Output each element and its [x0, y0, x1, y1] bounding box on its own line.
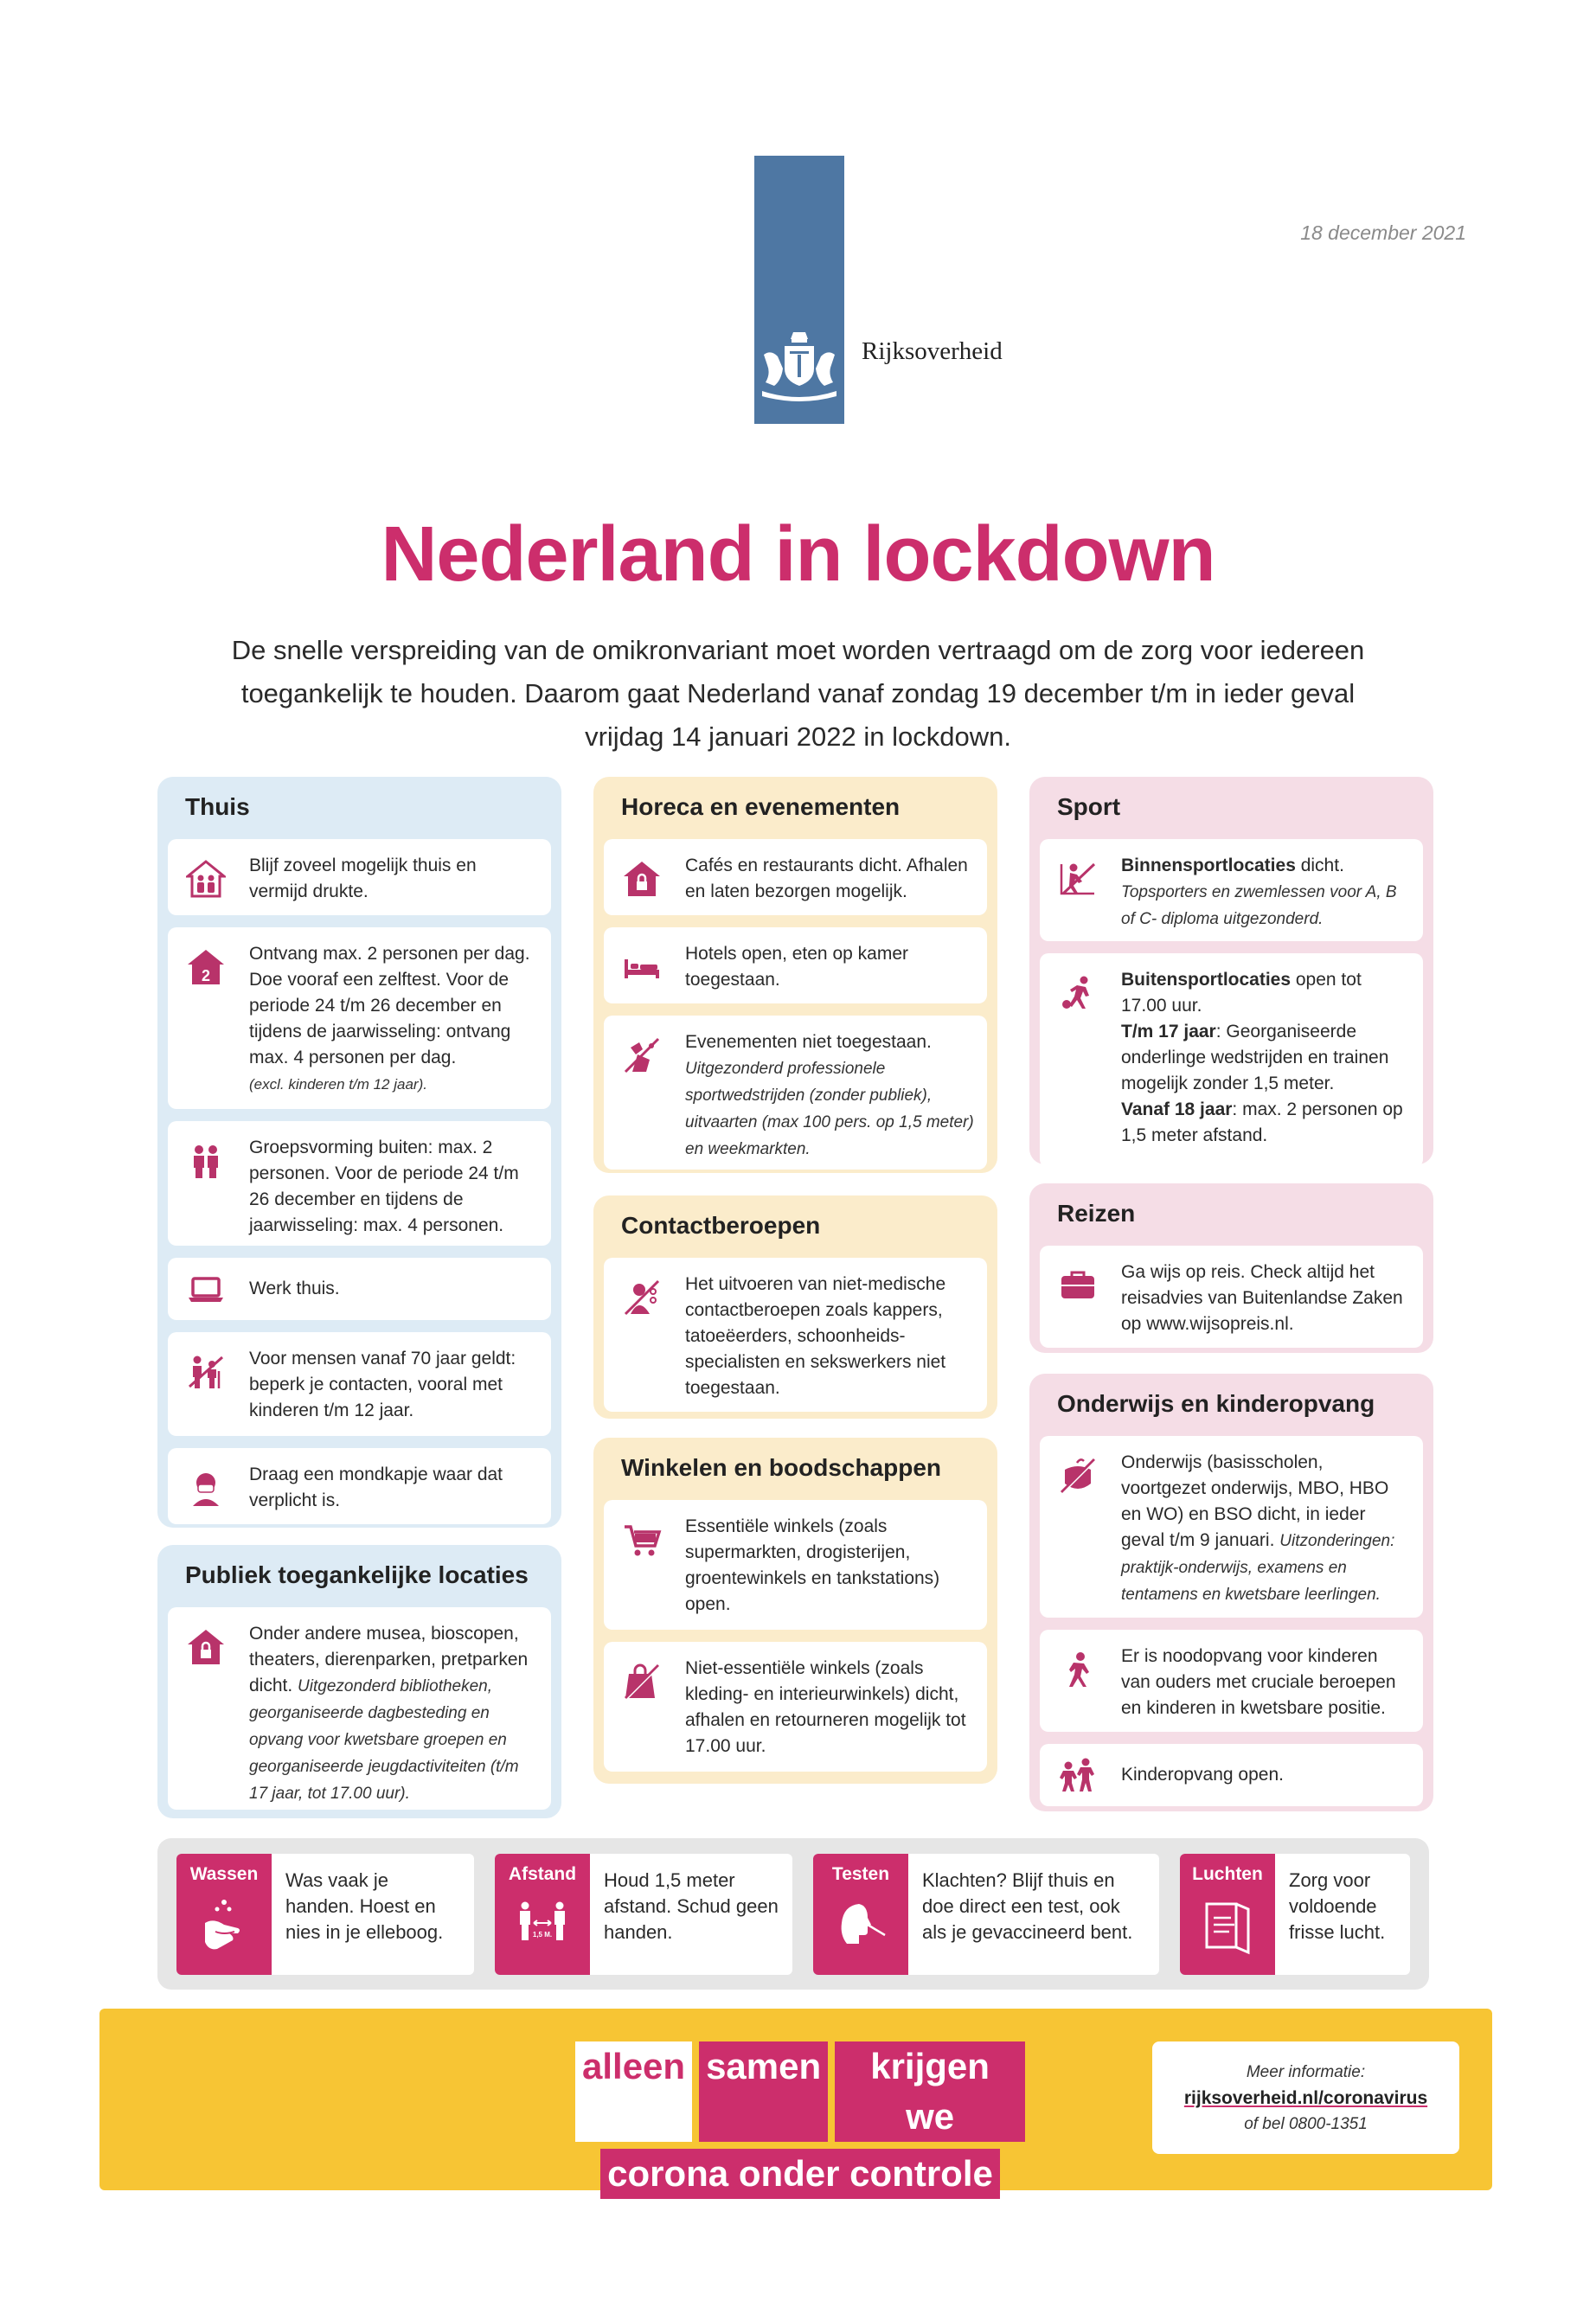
- no-hairdresser-icon: [616, 1272, 668, 1324]
- item-text: : Georganiseerde onderlinge wedstrijden en trainen mogelijk zonder 1,5 meter.: [1121, 1022, 1389, 1093]
- washing-hands-icon: [198, 1897, 250, 1958]
- item-text: Er is noodopvang voor kinderen van ouders met cruciale beroepen en kinderen in kwetsbare positie.: [1121, 1646, 1396, 1718]
- item-note: Uitgezonderd professionele sportwedstrijden (zonder publiek), uitvaarten (max 100 pers. op 1,5 meter) en weekmarkten.: [685, 1060, 974, 1158]
- slogan-word: samen: [699, 2041, 828, 2142]
- house-locked-icon: [616, 853, 668, 905]
- section-title: Sport: [1057, 793, 1121, 820]
- item-text: Het uitvoeren van niet-medische contactberoepen zoals kappers, tatoeëerders, schoonheids- specialisten en sekswerkers niet toegestaan.: [685, 1274, 946, 1398]
- list-item: [168, 839, 551, 915]
- item-text: Ga wijs op reis. Check altijd het reisadvies van Buitenlandse Zaken op www.wijsopreis.nl.: [1121, 1262, 1403, 1334]
- section-reizen: [1029, 1183, 1433, 1353]
- item-text: Onderwijs (basisscholen, voortgezet onderwijs, MBO, HBO en WO) en BSO dicht, in ieder geval t/m 9 januari.: [1121, 1452, 1389, 1550]
- no-contact-elderly-icon: [180, 1346, 232, 1398]
- suitcase-icon: [1052, 1259, 1104, 1311]
- item-text: Draag een mondkapje waar dat verplicht is.: [249, 1465, 503, 1510]
- list-item: [168, 1332, 551, 1436]
- hygiene-card-luchten: [1180, 1854, 1410, 1975]
- bed-icon: [616, 941, 668, 993]
- list-item: [168, 927, 551, 1109]
- child-running-icon: [1052, 1644, 1104, 1695]
- section-title: Winkelen en boodschappen: [621, 1454, 942, 1481]
- item-text: dicht.: [1295, 856, 1344, 875]
- section-horeca: [593, 777, 997, 1173]
- item-text: Blijf zoveel mogelijk thuis en vermijd drukte.: [249, 856, 477, 901]
- item-text: Niet-essentiële winkels (zoals kleding- en interieurwinkels) dicht, afhalen en retourneren mogelijk tot 17.00 uur.: [685, 1658, 966, 1756]
- section-winkelen: [593, 1438, 997, 1784]
- list-item: [1040, 1744, 1423, 1806]
- house-locked-icon: [180, 1621, 232, 1673]
- item-bold: Vanaf 18 jaar: [1121, 1099, 1233, 1119]
- info-link[interactable]: rijksoverheid.nl/coronavirus: [1183, 2088, 1428, 2108]
- section-onderwijs: [1029, 1374, 1433, 1811]
- section-title: Horeca en evenementen: [621, 793, 901, 820]
- item-note: (excl. kinderen t/m 12 jaar).: [249, 1076, 427, 1093]
- children-playing-icon: [1052, 1749, 1104, 1801]
- hygiene-text: Zorg voor voldoende frisse lucht.: [1289, 1869, 1386, 1943]
- slogan-word: krijgen we: [835, 2041, 1025, 2142]
- slogan-word: alleen: [575, 2041, 692, 2142]
- section-title: Reizen: [1057, 1200, 1136, 1227]
- list-item: [604, 1500, 987, 1630]
- hygiene-strip: [157, 1838, 1429, 1990]
- hygiene-tag: Testen: [831, 1864, 890, 1884]
- no-indoor-sport-icon: [1052, 853, 1104, 905]
- list-item: [1040, 839, 1423, 941]
- no-events-icon: [616, 1029, 668, 1081]
- intro-text: De snelle verspreiding van de omikronvariant moet worden vertraagd om de zorg voor iedereen toegankelijk te houden. Daarom gaat Nederland vanaf zondag 19 december t/m in ieder geval vrijdag 14 januari 2022 in lockdown.: [231, 635, 1365, 752]
- info-phone: of bel 0800-1351: [1244, 2115, 1368, 2133]
- item-text: Evenementen niet toegestaan.: [685, 1032, 932, 1052]
- hygiene-tag: Afstand: [508, 1864, 577, 1884]
- nose-test-icon: [835, 1897, 887, 1958]
- section-thuis: [157, 777, 561, 1528]
- list-item: [168, 1448, 551, 1524]
- outdoor-sport-icon: [1052, 967, 1104, 1019]
- section-title: Publiek toegankelijke locaties: [185, 1561, 529, 1588]
- list-item: [168, 1258, 551, 1320]
- hygiene-tag: Luchten: [1192, 1864, 1263, 1884]
- list-item: [604, 1016, 987, 1170]
- list-item: [1040, 1246, 1423, 1348]
- distance-icon: [516, 1897, 568, 1958]
- no-school-icon: [1052, 1450, 1104, 1502]
- section-title: Thuis: [185, 793, 250, 820]
- item-text: Ontvang max. 2 personen per dag. Doe vooraf een zelftest. Voor de periode 24 t/m 26 december en tijdens de jaarwisseling: ontvang max. 4 personen per dag.: [249, 944, 530, 1067]
- hygiene-card-wassen: [176, 1854, 474, 1975]
- hygiene-card-testen: [813, 1854, 1159, 1975]
- hygiene-card-afstand: [495, 1854, 792, 1975]
- list-item: [168, 1121, 551, 1246]
- page-title: Nederland in lockdown: [381, 511, 1215, 598]
- item-note: Uitzonderingen: praktijk-onderwijs, examens en tentamens en kwetsbare leerlingen.: [1121, 1532, 1395, 1604]
- crest-icon: [759, 329, 840, 401]
- two-people-icon: [180, 1135, 232, 1187]
- section-publiek: [157, 1545, 561, 1818]
- no-shopping-bag-icon: [616, 1656, 668, 1708]
- item-note: Uitgezonderd bibliotheken, georganiseerde dagbesteding en opvang voor kwetsbare groepen en georganiseerde jeugdactiviteiten (t/m 17 jaar, tot 17.00 uur).: [249, 1677, 519, 1803]
- item-text: Cafés en restaurants dicht. Afhalen en laten bezorgen mogelijk.: [685, 856, 968, 901]
- list-item: [1040, 1436, 1423, 1618]
- item-bold: Binnensportlocaties: [1121, 856, 1296, 875]
- list-item: [1040, 1630, 1423, 1732]
- item-text: Hotels open, eten op kamer toegestaan.: [685, 944, 908, 990]
- laptop-icon: [180, 1263, 232, 1315]
- item-bold: Buitensportlocaties: [1121, 970, 1292, 990]
- hygiene-text: Klachten? Blijf thuis en doe direct een test, ook als je gevaccineerd bent.: [922, 1869, 1133, 1943]
- section-sport: [1029, 777, 1433, 1164]
- item-text: open tot 17.00 uur.: [1121, 970, 1362, 1016]
- item-text: Groepsvorming buiten: max. 2 personen. Voor de periode 24 t/m 26 december en tijdens de jaarwisseling: max. 4 personen.: [249, 1138, 519, 1235]
- hygiene-text: Was vaak je handen. Hoest en nies in je elleboog.: [285, 1869, 444, 1943]
- hygiene-text: Houd 1,5 meter afstand. Schud geen handen.: [604, 1869, 779, 1943]
- house-two-icon: [180, 941, 232, 993]
- bottom-banner: [99, 2009, 1492, 2194]
- list-item: [1040, 953, 1423, 1168]
- item-text: : max. 2 personen op 1,5 meter afstand.: [1121, 1099, 1403, 1145]
- item-note: Topsporters en zwemlessen voor A, B of C- diploma uitgezonderd.: [1121, 883, 1397, 928]
- item-text: Werk thuis.: [249, 1279, 340, 1298]
- list-item: [168, 1607, 551, 1810]
- list-item: [604, 839, 987, 915]
- info-label: Meer informatie:: [1246, 2063, 1366, 2081]
- list-item: [604, 1642, 987, 1772]
- section-contact: [593, 1195, 997, 1419]
- logo-text: Rijksoverheid: [862, 337, 1003, 365]
- face-mask-icon: [180, 1462, 232, 1514]
- svg-text:2: 2: [201, 967, 211, 984]
- open-window-icon: [1202, 1897, 1253, 1958]
- slogan-word: corona onder controle: [600, 2149, 1000, 2199]
- item-text: Voor mensen vanaf 70 jaar geldt: beperk je contacten, vooral met kinderen t/m 12 jaar.: [249, 1349, 516, 1420]
- item-text: Onder andere musea, bioscopen, theaters, dierenparken, pretparken dicht.: [249, 1624, 529, 1695]
- info-box: [1152, 2041, 1459, 2154]
- date: 18 december 2021: [1300, 221, 1466, 244]
- hygiene-tag: Wassen: [189, 1864, 259, 1884]
- item-text: Essentiële winkels (zoals supermarkten, drogisterijen, groentewinkels en tankstations) open.: [685, 1516, 940, 1614]
- section-title: Onderwijs en kinderopvang: [1057, 1390, 1375, 1417]
- shopping-cart-icon: [616, 1514, 668, 1566]
- item-bold: T/m 17 jaar: [1121, 1022, 1216, 1042]
- list-item: [604, 1258, 987, 1412]
- slogan: [575, 2041, 1025, 2206]
- house-people-icon: [180, 853, 232, 905]
- distance-label: 1,5 M.: [532, 1931, 553, 1939]
- item-text: Kinderopvang open.: [1121, 1765, 1284, 1785]
- section-title: Contactberoepen: [621, 1212, 821, 1239]
- list-item: [604, 927, 987, 1003]
